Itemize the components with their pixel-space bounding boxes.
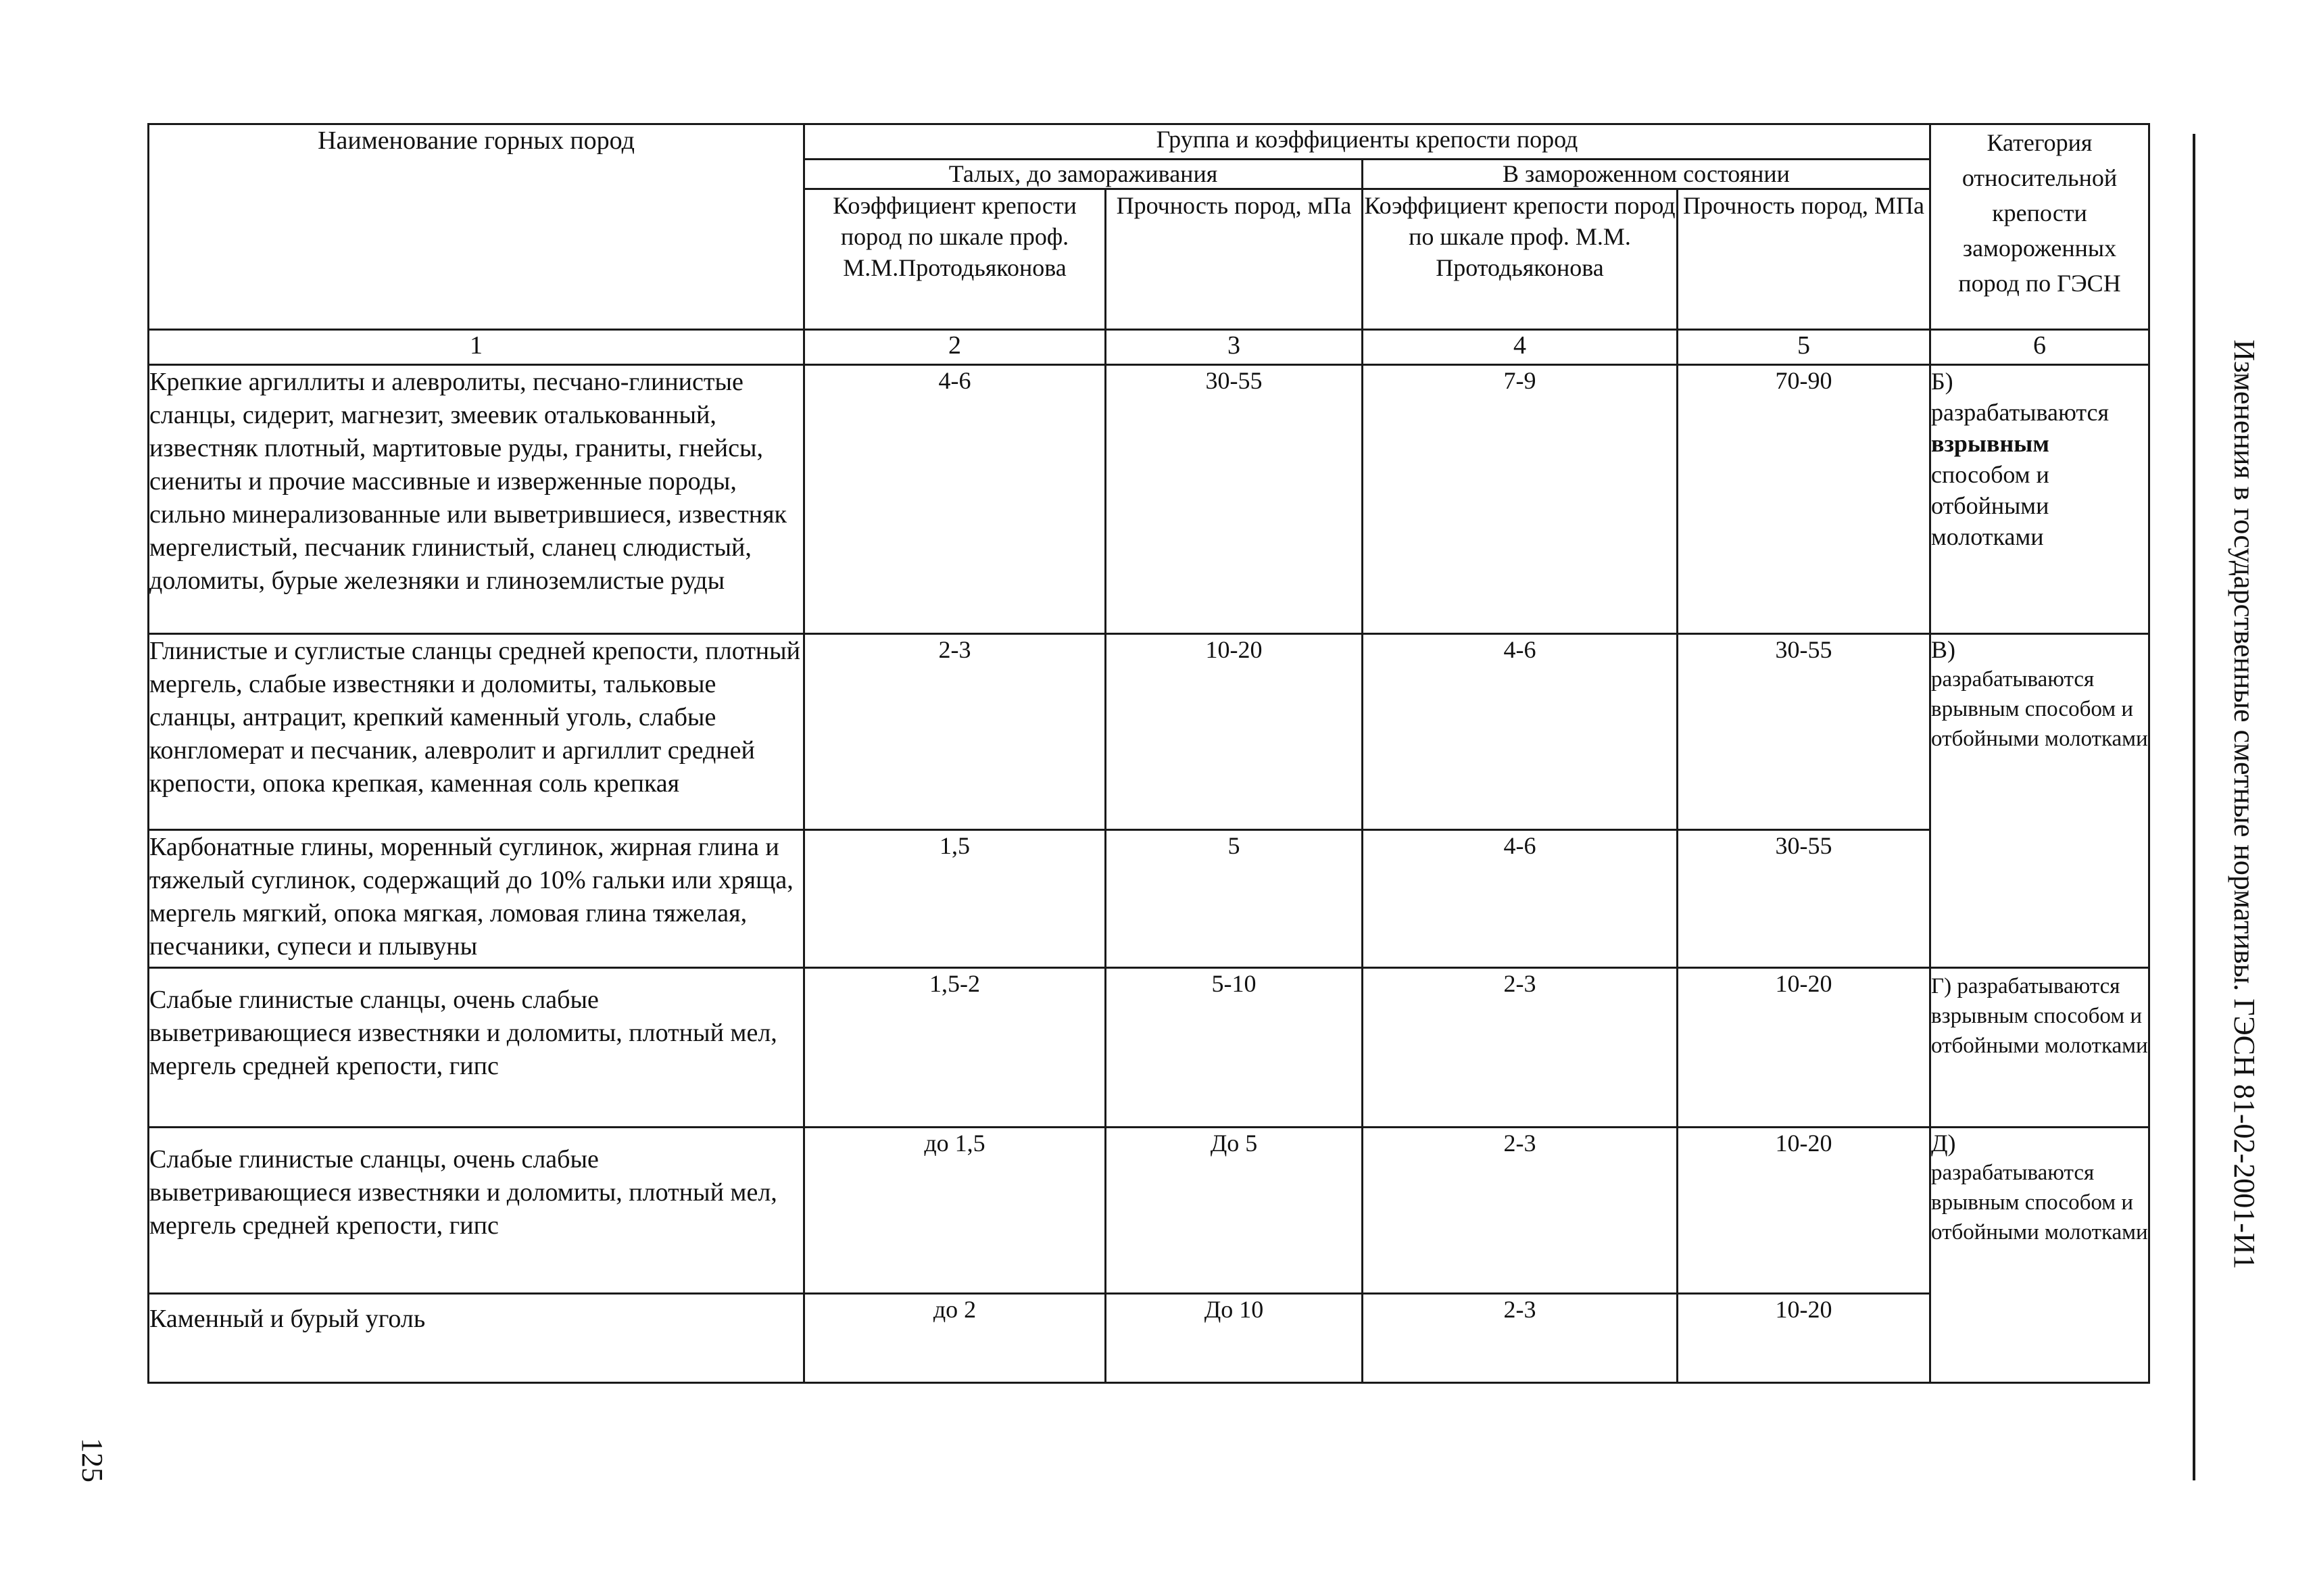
strength-frozen: 30-55	[1678, 634, 1930, 830]
coef-frozen: 4-6	[1363, 830, 1678, 968]
category-b-text-after: способом и отбойными молотками	[1931, 461, 2049, 550]
strength-frozen: 10-20	[1678, 1294, 1930, 1383]
col-number-6: 6	[1930, 330, 2149, 365]
category-b-text-bold: взрывным	[1931, 430, 2049, 457]
rock-name: Карбонатные глины, моренный суглинок, жирная глина и тяжелый суглинок, содержащий до 10% гальки или хряща, мергель мягкий, опока мягкая, ломовая глина тяжелая, песчаники, супеси и плывуны	[149, 830, 804, 968]
header-group-title: Группа и коэффициенты крепости пород	[804, 124, 1930, 160]
category-b-text-before: разрабатываются	[1931, 399, 2110, 426]
category-b-letter: Б)	[1931, 368, 1953, 395]
col-number-1: 1	[149, 330, 804, 365]
strength-frozen: 10-20	[1678, 1128, 1930, 1294]
side-rule	[2193, 134, 2195, 1480]
strength-frozen: 30-55	[1678, 830, 1930, 968]
rock-name: Слабые глинистые сланцы, очень слабые выветривающиеся известняки и доломиты, плотный мел, мергель средней крепости, гипс	[149, 968, 804, 1128]
header-coef-frozen: Коэффициент крепости пород по шкале проф. М.М. Протодьяконова	[1363, 189, 1678, 330]
rock-name: Крепкие аргиллиты и алевролиты, песчано-глинистые сланцы, сидерит, магнезит, змеевик оталькованный, известняк плотный, мартитовые руды, граниты, гнейсы, сиениты и прочие массивные и изверженные породы, сильно минерализованные или выветрившиеся, известняк мергелистый, песчаник глинистый, сланец слюдистый, доломиты, бурые железняки и глиноземлистые руды	[149, 365, 804, 634]
table-row	[149, 1128, 2149, 1294]
category-b	[1930, 365, 2149, 634]
coef-thawed: 1,5-2	[804, 968, 1106, 1128]
strength-thawed: 5	[1106, 830, 1363, 968]
strength-thawed: 10-20	[1106, 634, 1363, 830]
category-g-text: взрывным способом и отбойными молотками	[1931, 1004, 2148, 1058]
category-v	[1930, 634, 2149, 968]
table-row	[149, 968, 2149, 1128]
header-strength-thawed: Прочность пород, мПа	[1106, 189, 1363, 330]
rock-name: Каменный и бурый уголь	[149, 1294, 804, 1383]
rock-name: Глинистые и суглистые сланцы средней крепости, плотный мергель, слабые известняки и доломиты, тальковые сланцы, антрацит, крепкий каменный уголь, слабые конгломерат и песчаник, алевролит и аргиллит средней крепости, опока крепкая, каменная соль крепкая	[149, 634, 804, 830]
header-strength-frozen: Прочность пород, МПа	[1678, 189, 1930, 330]
page-number: 125	[76, 1438, 109, 1482]
strength-frozen: 70-90	[1678, 365, 1930, 634]
category-d	[1930, 1128, 2149, 1383]
col-number-2: 2	[804, 330, 1106, 365]
strength-thawed: До 10	[1106, 1294, 1363, 1383]
header-rock-name: Наименование горных пород	[149, 124, 804, 330]
coef-thawed: 1,5	[804, 830, 1106, 968]
header-thawed: Талых, до замораживания	[804, 160, 1363, 189]
rock-name: Слабые глинистые сланцы, очень слабые выветривающиеся известняки и доломиты, плотный мел, мергель средней крепости, гипс	[149, 1128, 804, 1294]
table-row	[149, 365, 2149, 634]
coef-frozen: 2-3	[1363, 1294, 1678, 1383]
category-v-text: разрабатываются врывным способом и отбойными молотками	[1931, 667, 2148, 751]
strength-thawed: До 5	[1106, 1128, 1363, 1294]
table-row	[149, 830, 2149, 968]
table-row	[149, 1294, 2149, 1383]
strength-thawed: 30-55	[1106, 365, 1363, 634]
category-v-letter: В)	[1931, 636, 1955, 663]
coef-thawed: 2-3	[804, 634, 1106, 830]
coef-thawed: 4-6	[804, 365, 1106, 634]
category-g	[1930, 968, 2149, 1128]
strength-frozen: 10-20	[1678, 968, 1930, 1128]
header-frozen: В замороженном состоянии	[1363, 160, 1930, 189]
coef-thawed: до 1,5	[804, 1128, 1106, 1294]
category-d-text: разрабатываются врывным способом и отбойными молотками	[1931, 1161, 2148, 1244]
strength-thawed: 5-10	[1106, 968, 1363, 1128]
coef-thawed: до 2	[804, 1294, 1106, 1383]
document-side-title: Изменения в государственные сметные нормативы. ГЭСН 81-02-2001-И1	[2228, 339, 2261, 1269]
category-d-letter: Д)	[1931, 1130, 1956, 1157]
rock-strength-table	[147, 123, 2150, 1384]
col-number-4: 4	[1363, 330, 1678, 365]
header-coef-thawed: Коэффициент крепости пород по шкале проф. М.М.Протодьяконова	[804, 189, 1106, 330]
header-category: Категория относительной крепости замороженных пород по ГЭСН	[1930, 124, 2149, 330]
coef-frozen: 2-3	[1363, 968, 1678, 1128]
col-number-5: 5	[1678, 330, 1930, 365]
coef-frozen: 4-6	[1363, 634, 1678, 830]
coef-frozen: 2-3	[1363, 1128, 1678, 1294]
category-g-letter: Г) разрабатываются	[1931, 974, 2120, 998]
table-row	[149, 634, 2149, 830]
col-number-3: 3	[1106, 330, 1363, 365]
coef-frozen: 7-9	[1363, 365, 1678, 634]
